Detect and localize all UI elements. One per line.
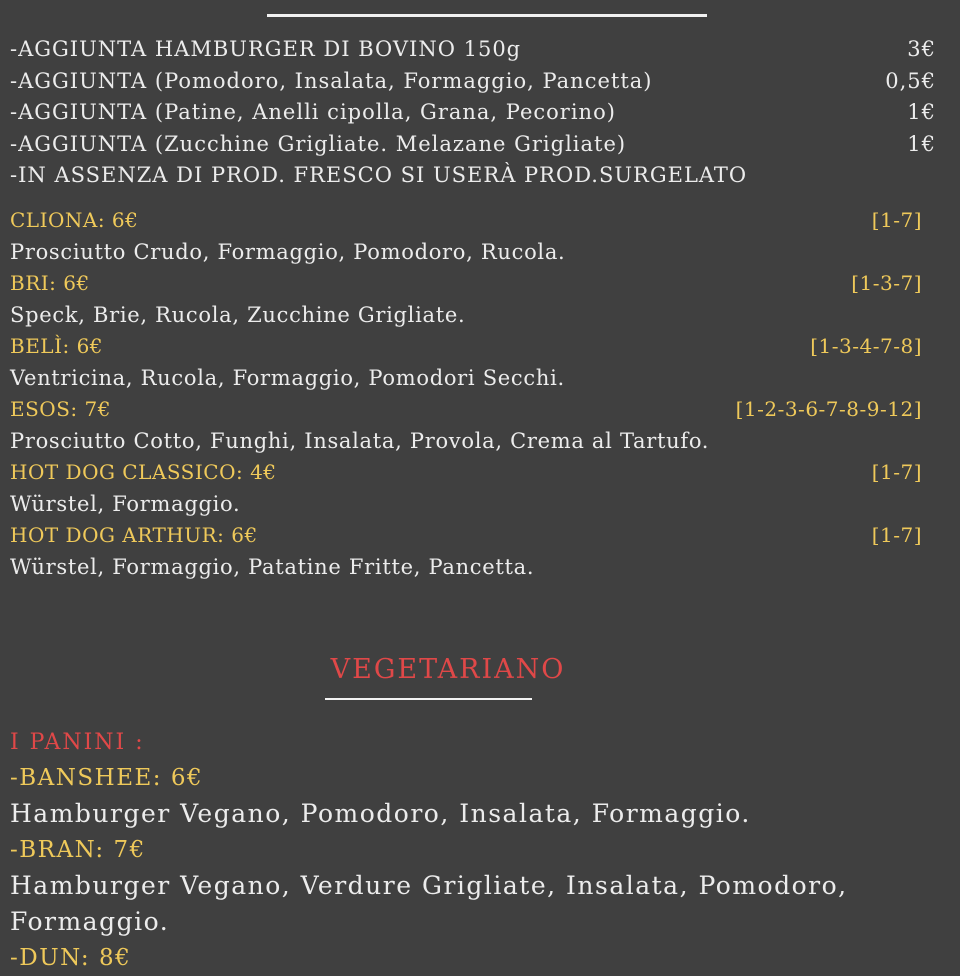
addons-list <box>10 34 940 192</box>
menu-item-header <box>10 457 922 489</box>
menu-item-header <box>10 520 922 552</box>
menu-item-title: CLIONA: 6€ <box>10 208 139 232</box>
menu-item-allergens: [1-7] <box>871 523 922 547</box>
addon-price: 3€ <box>907 37 936 61</box>
menu-item-title: HOT DOG ARTHUR: 6€ <box>10 523 258 547</box>
addon-text: -AGGIUNTA (Pomodoro, Insalata, Formaggio, Pancetta) <box>10 68 653 93</box>
menu-item-header <box>10 205 922 237</box>
menu-item-allergens: [1-7] <box>871 208 922 232</box>
addon-row <box>10 129 940 161</box>
vegetarian-section-title: VEGETARIANO <box>330 654 566 685</box>
addon-row <box>10 34 940 66</box>
addon-text: -AGGIUNTA (Zucchine Grigliate. Melazane Grigliate) <box>10 131 627 156</box>
addon-row <box>10 97 940 129</box>
veg-item-description: Hamburger Vegano, Verdure Grigliate, Insalata, Pomodoro, Formaggio. <box>10 871 848 936</box>
menu-items <box>10 205 922 583</box>
menu-item-header <box>10 268 922 300</box>
menu-item-title: BELÌ: 6€ <box>10 334 104 358</box>
menu-item-title: ESOS: 7€ <box>10 397 111 421</box>
top-divider <box>267 14 707 17</box>
addon-text: -AGGIUNTA (Patine, Anelli cipolla, Grana, Pecorino) <box>10 100 616 124</box>
menu-item-description: Prosciutto Cotto, Funghi, Insalata, Provola, Crema al Tartufo. <box>10 428 710 453</box>
addon-row <box>10 160 940 192</box>
vegetarian-divider <box>325 698 532 700</box>
addon-price: 1€ <box>907 100 936 124</box>
menu-item-allergens: [1-3-7] <box>851 271 922 295</box>
veg-item-title: -BANSHEE: 6€ <box>10 765 204 791</box>
menu-item-description: Würstel, Formaggio, Patatine Fritte, Pancetta. <box>10 554 535 579</box>
vegetarian-panini <box>10 726 950 976</box>
panini-title: I PANINI : <box>10 730 145 755</box>
menu-item-description: Ventricina, Rucola, Formaggio, Pomodori Secchi. <box>10 365 565 390</box>
menu-item-title: HOT DOG CLASSICO: 4€ <box>10 460 277 484</box>
addon-text: -AGGIUNTA HAMBURGER DI BOVINO 150g <box>10 37 522 61</box>
menu-item-description: Würstel, Formaggio. <box>10 491 241 516</box>
menu-item-header <box>10 394 922 426</box>
menu-item-allergens: [1-7] <box>871 460 922 484</box>
menu-item-description: Speck, Brie, Rucola, Zucchine Grigliate. <box>10 302 466 327</box>
addon-text: -IN ASSENZA DI PROD. FRESCO SI USERÀ PROD.SURGELATO <box>10 163 748 187</box>
addon-row <box>10 66 940 98</box>
menu-item-title: BRI: 6€ <box>10 271 90 295</box>
veg-item-title: -DUN: 8€ <box>10 945 132 971</box>
menu-item-allergens: [1-2-3-6-7-8-9-12] <box>735 397 922 421</box>
veg-item-description: Hamburger Vegano, Pomodoro, Insalata, Formaggio. <box>10 799 751 828</box>
menu-item-header <box>10 331 922 363</box>
menu-item-description: Prosciutto Crudo, Formaggio, Pomodoro, Rucola. <box>10 239 566 264</box>
veg-item-title: -BRAN: 7€ <box>10 837 146 863</box>
addon-price: 1€ <box>907 131 936 156</box>
addon-price: 0,5€ <box>885 68 936 93</box>
addon-price <box>936 160 940 192</box>
menu-item-allergens: [1-3-4-7-8] <box>810 334 922 358</box>
